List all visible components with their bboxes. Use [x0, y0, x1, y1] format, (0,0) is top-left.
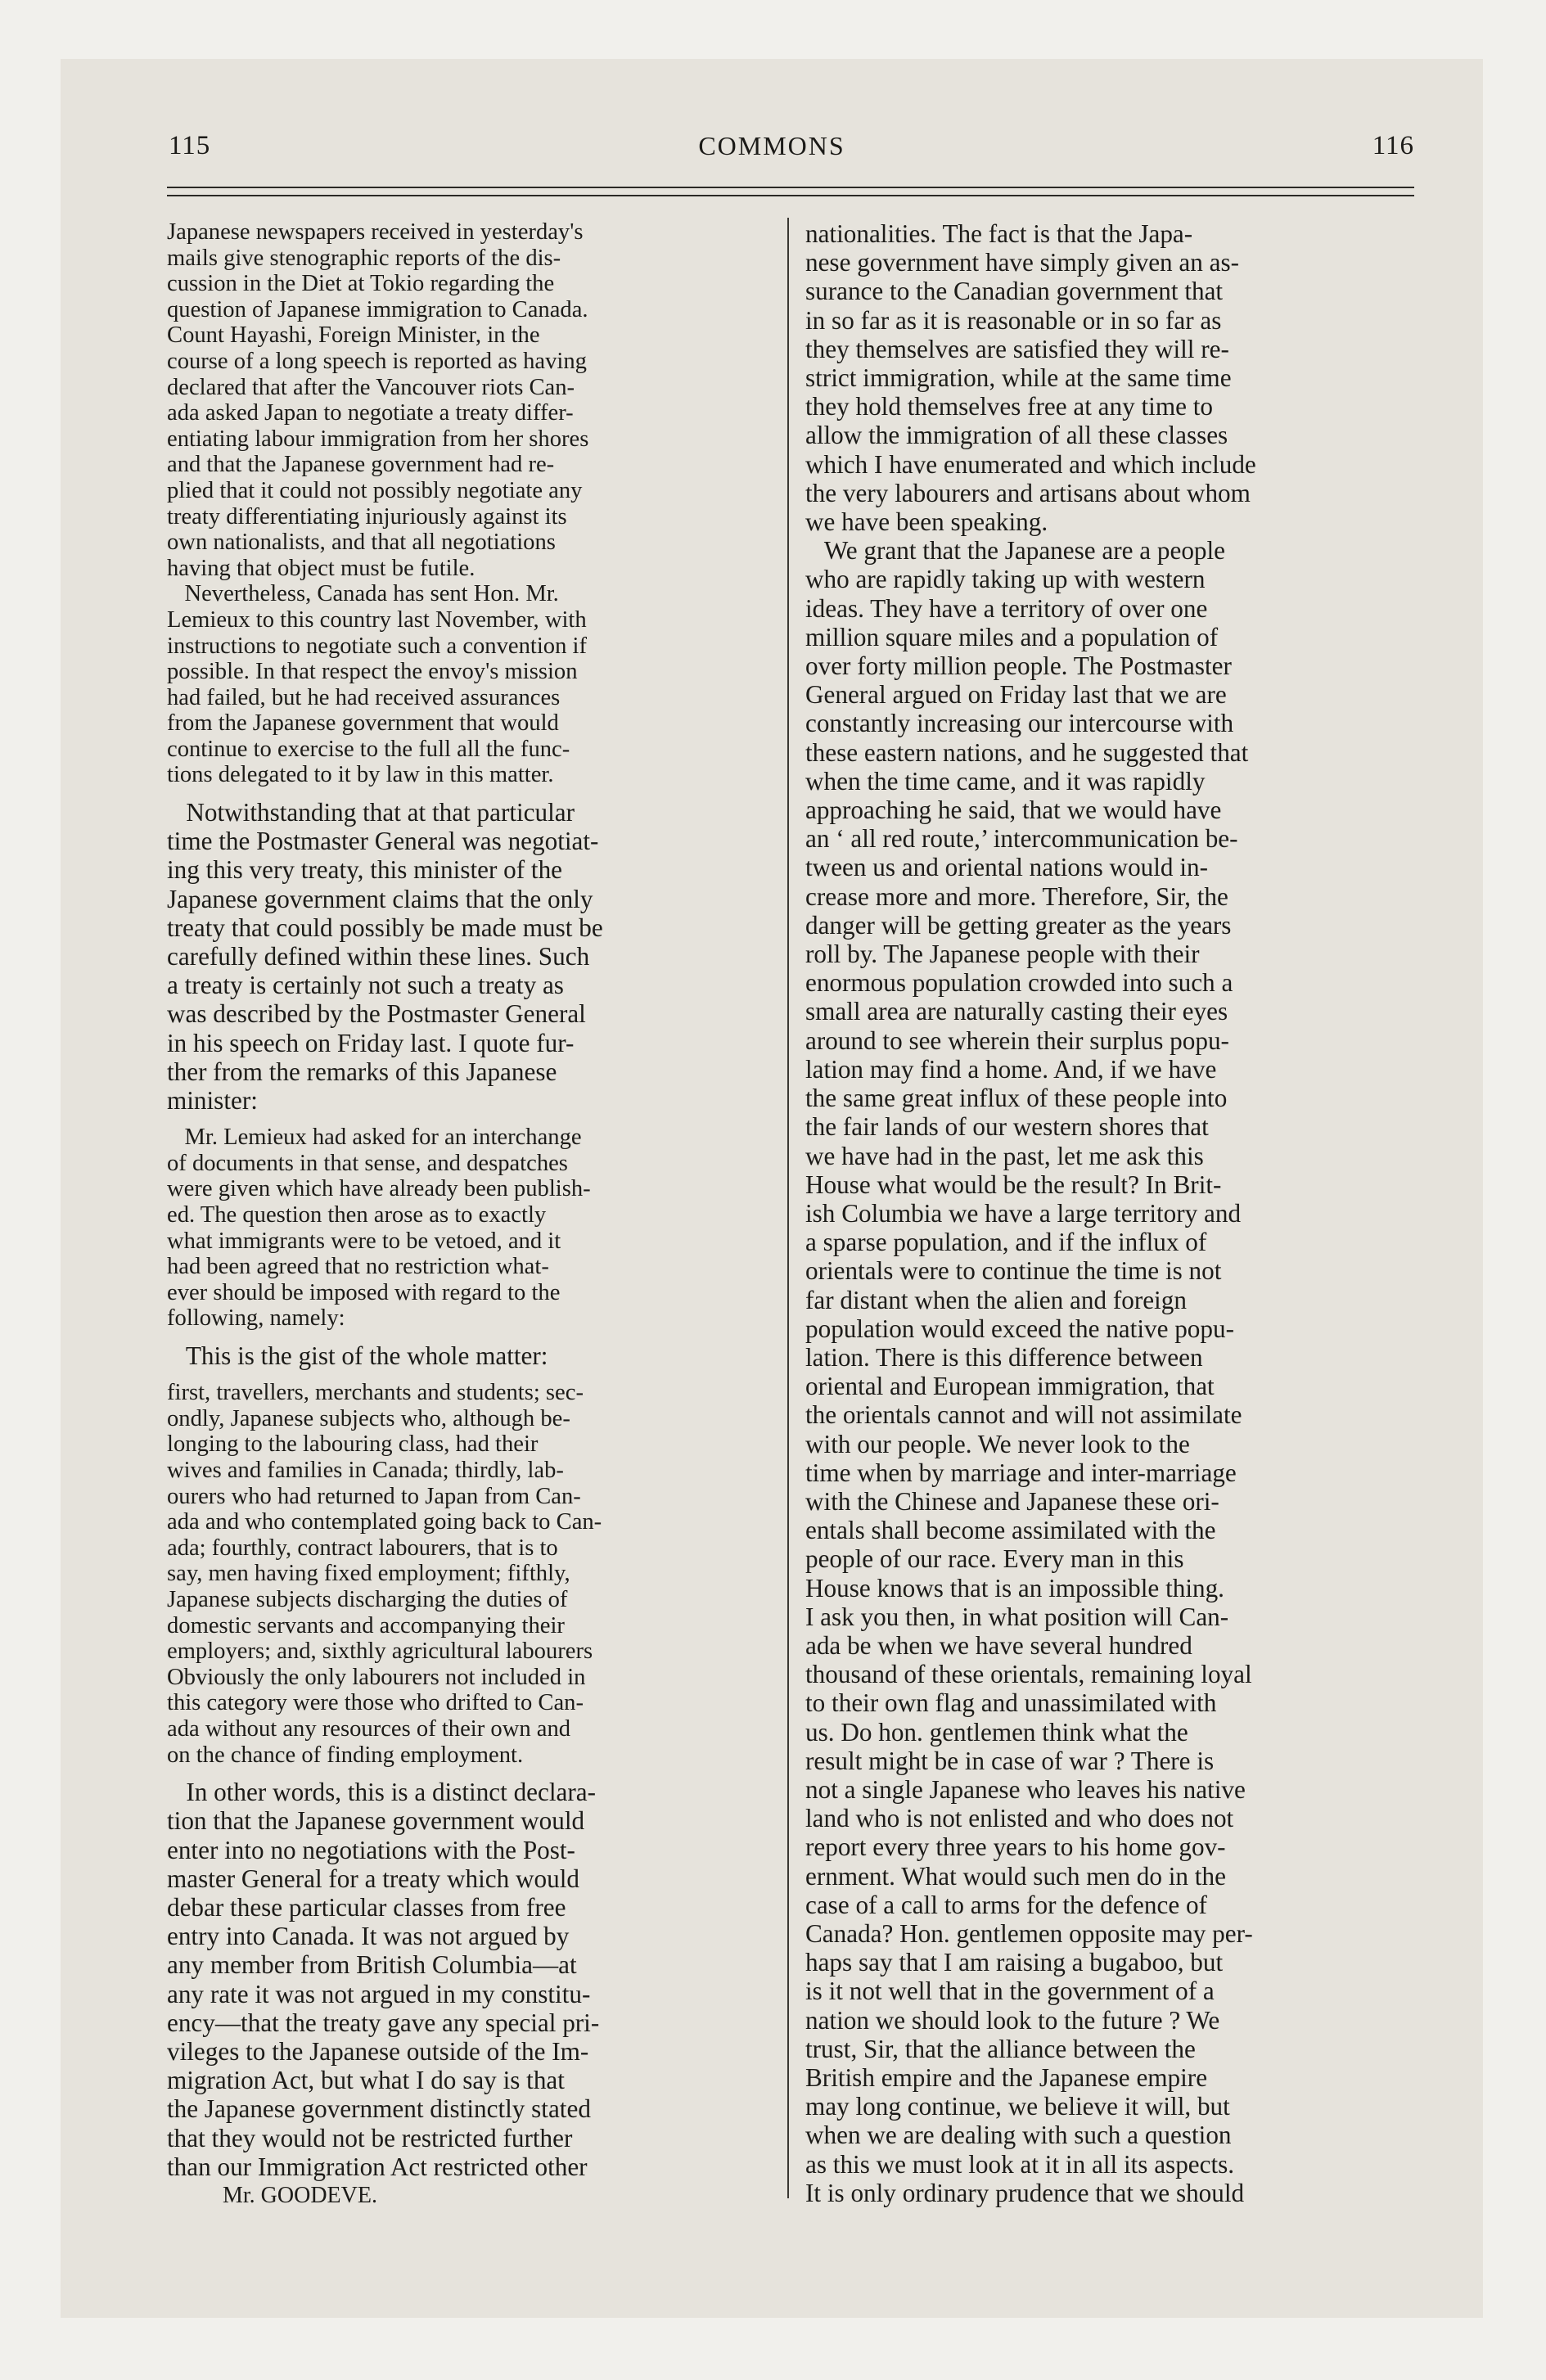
- quoted-classes-list: first, travellers, merchants and students; sec- ondly, Japanese subjects who, although be- longing to the labouring class, had their wives and families in Canada; thirdly, lab- ourers who had returned to Japan from Can- ada and who contemplated going back to Can- ada; fourthly, contract labourers, that is to say, men having fixed employment; fifthly, Japanese subjects discharging the duties of domestic servants and accompanying their employers; and, sixthly agricultural labourers Obviously the only labourers not included in this category were those who drifted to Can- ada without any resources of their own and on the chance of finding employment.: [167, 1380, 602, 1768]
- right-column: [805, 219, 1409, 2207]
- running-header-title: COMMONS: [698, 131, 845, 160]
- speech-paragraph-declaration: In other words, this is a distinct declara- tion that the Japanese government would enter into no negotiations with the Post- master General for a treaty which would debar these particular classes from free entry into Canada. It was not argued by any member from British Columbia—at any rate it was not argued in my constitu- ency—that the treaty gave any special pri- vileges to the Japanese outside of the Im- migration Act, but what I do say is that the Japanese government distinctly stated that they would not be restricted further than our Immigration Act restricted other: [167, 1778, 600, 2181]
- page-number-left: 115: [169, 131, 211, 160]
- quoted-nevertheless-paragraph: Nevertheless, Canada has sent Hon. Mr. Lemieux to this country last November, with instructions to negotiate such a convention if possible. In that respect the envoy's mission had failed, but he had received assurances from the Japanese government that would continue to exercise to the full all the func- tions delegated to it by law in this matter.: [167, 581, 587, 788]
- quoted-newspaper-paragraph: Japanese newspapers received in yesterday's mails give stenographic reports of the dis- cussion in the Diet at Tokio regarding the question of Japanese immigration to Canada. Count Hayashi, Foreign Minister, in the course of a long speech is reported as having declared that after the Vancouver riots Can- ada asked Japan to negotiate a treaty differ- entiating labour immigration from her shores and that the Japanese government had re- plied that it could not possibly negotiate any treaty differentiating injuriously against its own nationalists, and that all negotiations having that object must be futile.: [167, 219, 589, 581]
- column-divider: [787, 218, 789, 2198]
- speech-gist-line: This is the gist of the whole matter:: [167, 1341, 548, 1371]
- speech-paragraph-nationalities: nationalities. The fact is that the Japa- nese government have simply given an as- surance to the Canadian government that in so far as it is reasonable or in so far as they themselves are satisfied they will re- strict immigration, while at the same time they hold themselves free at any time to allow the immigration of all these classes which I have enumerated and which include the very labourers and artisans about whom we have been speaking.: [805, 219, 1256, 537]
- scanned-page: [61, 59, 1483, 2318]
- header-rule-bottom: [167, 195, 1414, 196]
- speaker-footer: Mr. GOODEVE.: [223, 2183, 377, 2208]
- header-rule-top: [167, 187, 1414, 188]
- speech-paragraph-notwithstanding: Notwithstanding that at that particular time the Postmaster General was negotiat- ing this very treaty, this minister of the Japanese government claims that the only treaty that could possibly be made must be carefully defined within these lines. Such a treaty is certainly not such a treaty as was described by the Postmaster General in his speech on Friday last. I quote fur- ther from the remarks of this Japanese minister:: [167, 798, 603, 1116]
- left-column: [167, 219, 758, 2209]
- quoted-lemieux-paragraph: Mr. Lemieux had asked for an interchange of documents in that sense, and despatches were given which have already been publish- ed. The question then arose as to exactly what immigrants were to be vetoed, and it had been agreed that no restriction what- ever should be imposed with regard to the following, namely:: [167, 1125, 591, 1332]
- speech-paragraph-japanese-people: We grant that the Japanese are a people who are rapidly taking up with western ideas. They have a territory of over one million square miles and a population of over forty million people. The Postmaster General argued on Friday last that we are constantly increasing our intercourse with these eastern nations, and he suggested that when the time came, and it was rapidly approaching he said, that we would have an ‘ all red route,’ intercommunication be- tween us and oriental nations would in- crease more and more. Therefore, Sir, the danger will be getting greater as the years roll by. The Japanese people with their enormous population crowded into such a small area are naturally casting their eyes around to see wherein their surplus popu- lation may find a home. And, if we have the same great influx of these people into the fair lands of our western shores that we have had in the past, let me ask this House what would be the result? In Brit- ish Columbia we have a large territory and a sparse population, and if the influx of orientals were to continue the time is not far distant when the alien and foreign population would exceed the native popu- lation. There is this difference between oriental and European immigration, that the orientals cannot and will not assimilate with our people. We never look to the time when by marriage and inter-marriage with the Chinese and Japanese these ori- entals shall become assimilated with the people of our race. Every man in this House knows that is an impossible thing. I ask you then, in what position will Can- ada be when we have several hundred thousand of these orientals, remaining loyal to their own flag and unassimilated with us. Do hon. gentlemen think what the result might be in case of war ? There is not a single Japanese who leaves his native land who is not enlisted and who does not report every three years to his home gov- ernment. What would such men do in the case of a call to arms for the defence of Canada? Hon. gentlemen opposite may per- haps say that I am raising a bugaboo, but is it not well that in the government of a nation we should look to the future ? We trust, Sir, that the alliance between the British empire and the Japanese empire may long continue, we believe it will, but when we are dealing with such a question as this we must look at it in all its aspects. It is only ordinary prudence that we should: [805, 536, 1253, 2207]
- page-number-right: 116: [1372, 131, 1414, 160]
